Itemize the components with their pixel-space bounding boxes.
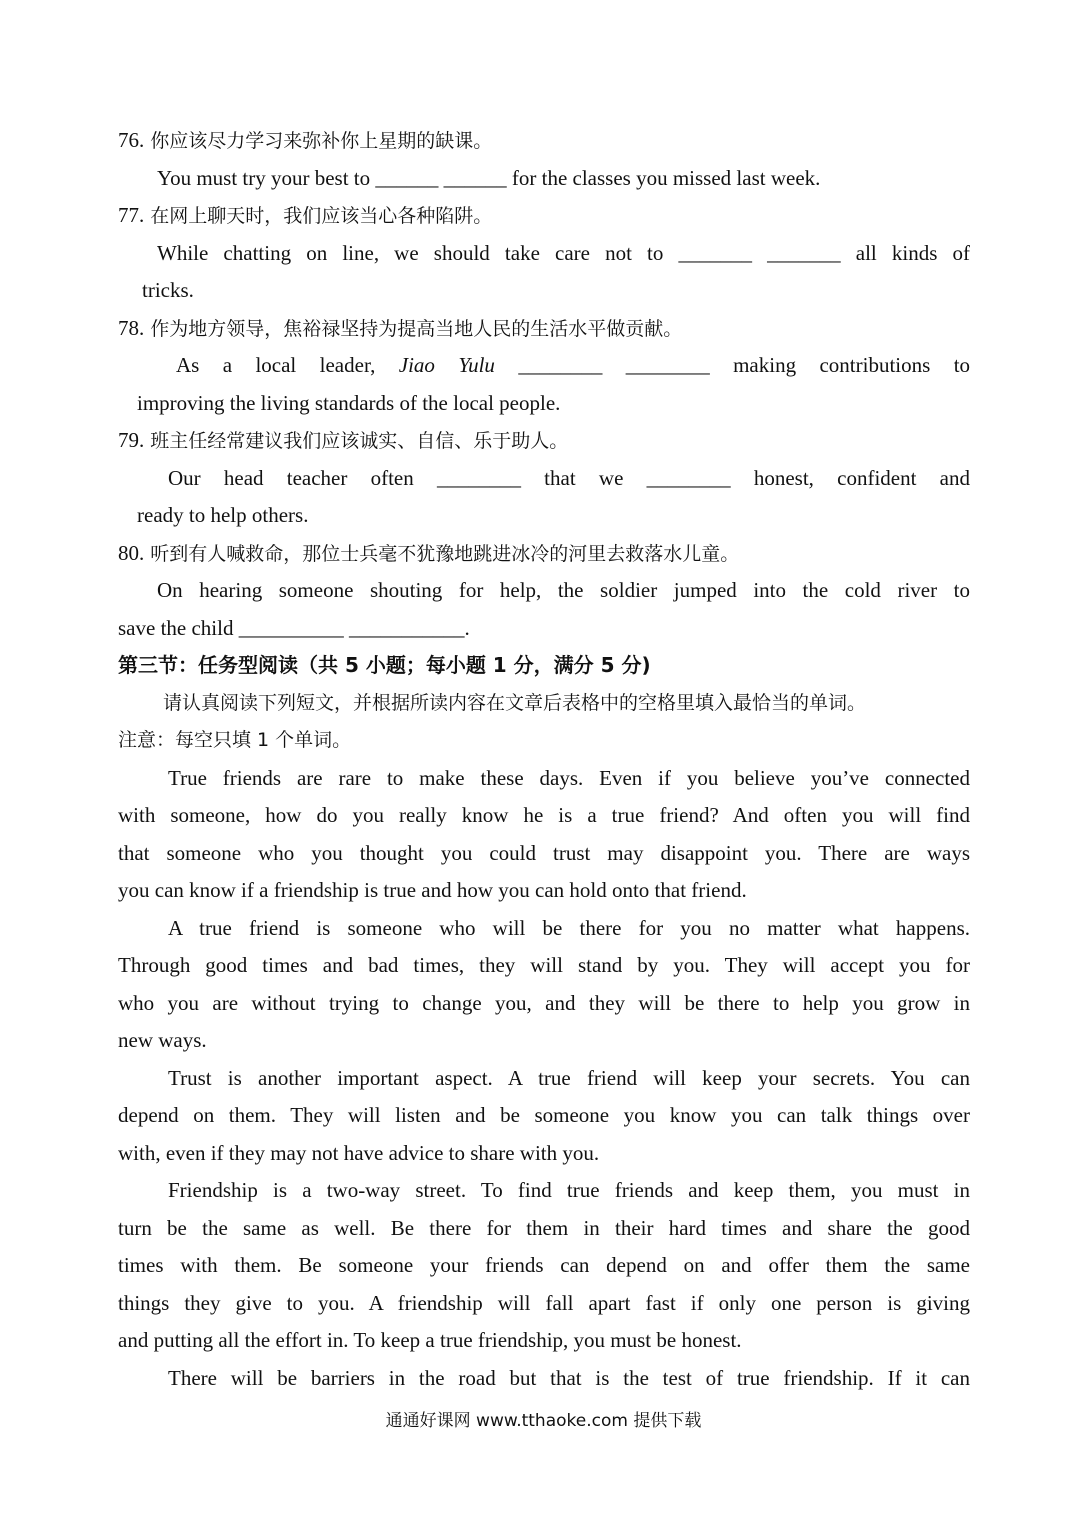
- question-77-chinese: 77. 在网上聊天时，我们应该当心各种陷阱。: [118, 203, 493, 227]
- page-footer: 通通好课网 www.tthaoke.com 提供下载: [385, 1411, 702, 1431]
- passage-p2-line-2: Through good times and bad times, they will stand by you. They will accept you for: [118, 953, 970, 977]
- question-number: 80.: [118, 541, 145, 565]
- question-79-english-line-1: Our head teacher often ________ that we ________ honest, confident and: [168, 466, 970, 490]
- question-78-english-line-2: improving the living standards of the local people.: [137, 391, 561, 415]
- question-80-chinese: 80. 听到有人喊救命，那位士兵毫不犹豫地跳进冰冷的河里去救落水儿童。: [118, 541, 740, 565]
- question-number: 77.: [118, 203, 145, 227]
- question-number: 78.: [118, 316, 145, 340]
- question-76-chinese: 76. 你应该尽力学习来弥补你上星期的缺课。: [118, 128, 493, 152]
- passage-p1-line-2: with someone, how do you really know he is a true friend? And often you will find: [118, 803, 970, 827]
- question-79-chinese: 79. 班主任经常建议我们应该诚实、自信、乐于助人。: [118, 428, 569, 452]
- question-77-english-line-2: tricks.: [142, 278, 194, 302]
- passage-p2-line-3: who you are without trying to change you, and they will be there to help you grow in: [118, 991, 970, 1015]
- question-80-english-line-2: save the child __________ ___________.: [118, 616, 470, 640]
- name-jiao-yulu: Jiao Yulu: [398, 353, 495, 377]
- passage-p4-line-1: Friendship is a two-way street. To find true friends and keep them, you must in: [168, 1178, 970, 1202]
- section-instruction: 请认真阅读下列短文，并根据所读内容在文章后表格中的空格里填入最恰当的单词。: [163, 692, 867, 714]
- question-number: 76.: [118, 128, 145, 152]
- passage-p3-line-2: depend on them. They will listen and be someone you know you can talk things over: [118, 1103, 970, 1127]
- question-79-english-line-2: ready to help others.: [137, 503, 309, 527]
- section-note: 注意：每空只填 1 个单词。: [118, 729, 352, 751]
- question-78-chinese: 78. 作为地方领导，焦裕禄坚持为提高当地人民的生活水平做贡献。: [118, 316, 683, 340]
- question-78-english-line-1: As a local leader, Jiao Yulu ________ ________ making contributions to: [176, 353, 971, 377]
- passage-p4-line-5: and putting all the effort in. To keep a true friendship, you must be honest.: [118, 1328, 742, 1352]
- passage-p2-line-1: A true friend is someone who will be there for you no matter what happens.: [168, 916, 970, 940]
- question-77-english-line-1: While chatting on line, we should take care not to _______ _______ all kinds of: [157, 241, 970, 265]
- passage-p4-line-4: things they give to you. A friendship will fall apart fast if only one person is giving: [118, 1291, 970, 1315]
- passage-p3-line-1: Trust is another important aspect. A true friend will keep your secrets. You can: [168, 1066, 970, 1090]
- question-76-english: You must try your best to ______ ______ for the classes you missed last week.: [157, 166, 821, 190]
- section-title: 第三节：任务型阅读（共 5 小题；每小题 1 分，满分 5 分): [118, 653, 651, 677]
- passage-p5-line-1: There will be barriers in the road but that is the test of true friendship. If it can: [168, 1366, 970, 1390]
- passage-p2-line-4: new ways.: [118, 1028, 207, 1052]
- question-number: 79.: [118, 428, 145, 452]
- question-80-english-line-1: On hearing someone shouting for help, the soldier jumped into the cold river to: [157, 578, 970, 602]
- passage-p1-line-3: that someone who you thought you could trust may disappoint you. There are ways: [118, 841, 970, 865]
- passage-p4-line-3: times with them. Be someone your friends can depend on and offer them the same: [118, 1253, 970, 1277]
- passage-p3-line-3: with, even if they may not have advice to share with you.: [118, 1141, 600, 1165]
- passage-p1-line-4: you can know if a friendship is true and how you can hold onto that friend.: [118, 878, 747, 902]
- passage-p1-line-1: True friends are rare to make these days. Even if you believe you’ve connected: [168, 766, 970, 790]
- passage-p4-line-2: turn be the same as well. Be there for them in their hard times and share the good: [118, 1216, 970, 1240]
